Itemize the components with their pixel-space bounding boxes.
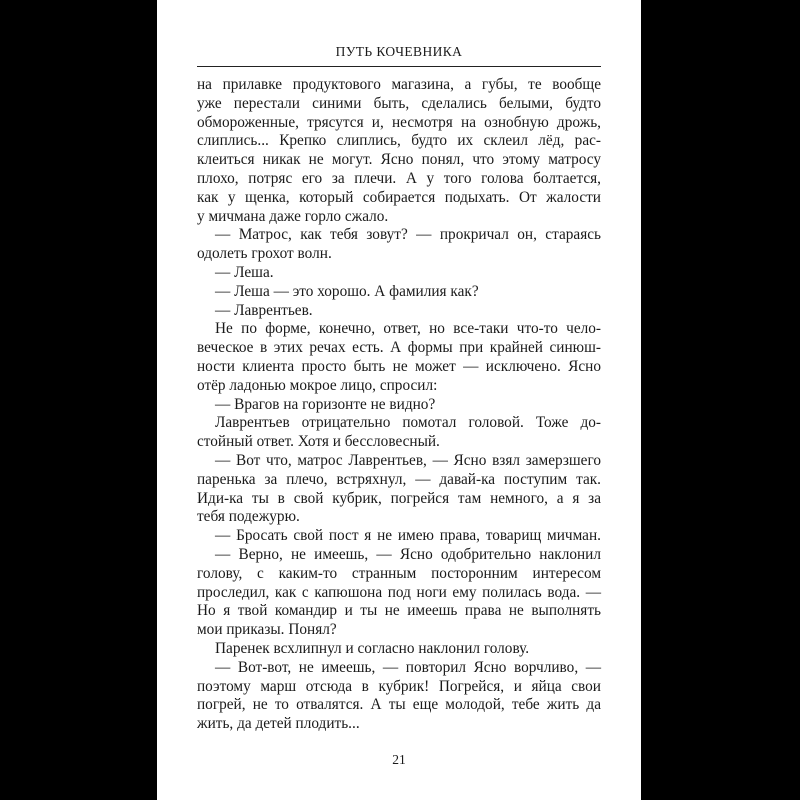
text-line: отёр ладонью мокрое лицо, спросил: xyxy=(197,376,438,394)
text-line: погрей, не то отвалятся. А ты еще молодой, тебе жить да xyxy=(197,696,601,714)
text-line: Иди-ка ты в свой кубрик, погрейся там немного, а я за xyxy=(197,489,601,507)
text-line: — Врагов на горизонте не видно? xyxy=(215,395,436,413)
text-line: — Вот что, матрос Лаврентьев, — Ясно взял замерзшего xyxy=(215,451,601,469)
text-line: — Лаврентьев. xyxy=(215,301,313,319)
text-line: Но я твой командир и ты не имеешь права не выполнять xyxy=(197,602,601,620)
body-text xyxy=(197,76,601,734)
text-line: уже перестали синими быть, сделались белыми, будто xyxy=(197,94,601,112)
text-line: — Матрос, как тебя зовут? — прокричал он, стараясь xyxy=(215,226,601,244)
text-line: у мичмана даже горло сжало. xyxy=(197,207,389,225)
text-line: клеиться никак не могут. Ясно понял, что этому матросу xyxy=(197,151,601,169)
text-line: веческое в этих речах есть. А формы при крайней синюш- xyxy=(197,339,601,357)
text-line: — Леша. xyxy=(215,263,274,281)
text-line: на прилавке продуктового магазина, а губы, те вообще xyxy=(197,76,601,93)
text-line: поэтому марш отсюда в кубрик! Погрейся, и яйца свои xyxy=(197,677,601,695)
text-line: одолеть грохот волн. xyxy=(197,245,332,263)
text-line: слиплись... Крепко слиплись, будто их склеил лёд, рас- xyxy=(197,132,601,150)
text-line: Паренек всхлипнул и согласно наклонил голову. xyxy=(215,639,530,657)
running-head: ПУТЬ КОЧЕВНИКА xyxy=(335,44,463,59)
text-line: — Бросать свой пост я не имею права, товарищ мичман. xyxy=(215,527,601,545)
text-line: как у щенка, который собирается подыхать. От жалости xyxy=(197,188,601,206)
text-line: жить, да детей плодить... xyxy=(197,715,360,733)
text-line: Лаврентьев отрицательно помотал головой. Тоже до- xyxy=(215,414,601,432)
text-line: обмороженные, трясутся и, несмотря на ознобную дрожь, xyxy=(197,113,601,131)
text-line: стойный ответ. Хотя и бессловесный. xyxy=(197,433,440,451)
text-line: тебя подежурю. xyxy=(197,508,300,526)
text-line: проследил, как с капюшона под ноги ему полилась вода. — xyxy=(197,583,601,601)
text-line: Не по форме, конечно, ответ, но все-таки что-то чело- xyxy=(215,320,601,338)
scan-border-left xyxy=(0,0,157,800)
text-line: ности клиента просто быть не может — исключено. Ясно xyxy=(197,357,601,375)
header-rule xyxy=(197,66,601,67)
text-line: плохо, потряс его за плечи. А у того голова болтается, xyxy=(197,169,601,187)
text-line: голову, с каким-то странным посторонним интересом xyxy=(197,564,601,582)
text-line: — Верно, не имеешь, — Ясно одобрительно наклонил xyxy=(215,545,601,563)
book-page xyxy=(157,0,641,800)
text-line: — Вот-вот, не имеешь, — повторил Ясно ворчливо, — xyxy=(215,658,601,676)
text-line: мои приказы. Понял? xyxy=(197,621,337,639)
scan-border-right xyxy=(641,0,800,800)
page-number: 21 xyxy=(392,752,406,767)
text-line: паренька за плечо, встряхнул, — давай-ка поступим так. xyxy=(197,470,601,488)
text-line: — Леша — это хорошо. А фамилия как? xyxy=(215,282,479,300)
